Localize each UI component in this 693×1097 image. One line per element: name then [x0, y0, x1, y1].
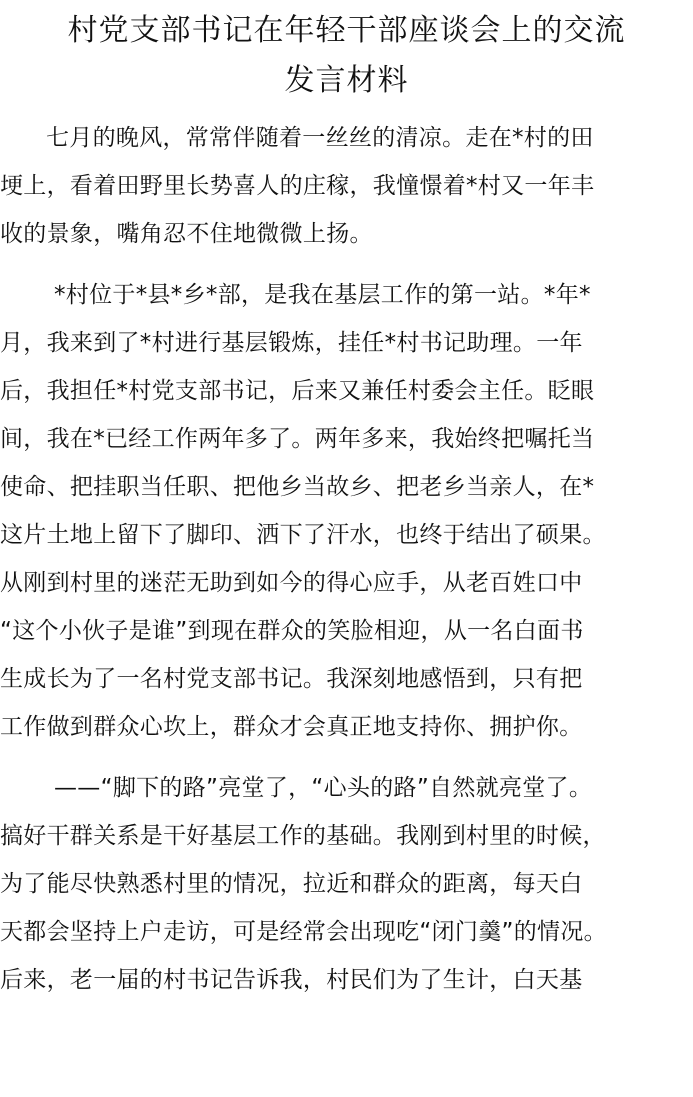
paragraph-line: 埂上，看着田野里长势喜人的庄稼，我憧憬着*村又一年丰 [0, 173, 595, 199]
paragraph-line: 月，我来到了*村进行基层锻炼，挂任*村书记助理。一年 [0, 330, 583, 356]
paragraph-line: 搞好干群关系是干好基层工作的基础。我刚到村里的时候， [0, 823, 606, 849]
paragraph-2 [0, 271, 693, 751]
document-title [0, 6, 693, 106]
paragraph-line: 后，我担任*村党支部书记，后来又兼任村委会主任。眨眼 [0, 378, 595, 404]
paragraph-3 [0, 764, 693, 1004]
paragraph-line: 这片土地上留下了脚印、洒下了汗水，也终于结出了硕果。 [0, 522, 606, 548]
paragraph-line: 七月的晚风，常常伴随着一丝丝的清凉。走在*村的田 [46, 125, 594, 151]
paragraph-line: 为了能尽快熟悉村里的情况，拉近和群众的距离，每天白 [0, 871, 583, 897]
title-line-1: 村党支部书记在年轻干部座谈会上的交流 [67, 13, 626, 48]
paragraph-line: “这个小伙子是谁”到现在群众的笑脸相迎，从一名白面书 [0, 618, 584, 644]
document-body [0, 114, 693, 1004]
paragraph-line: 使命、把挂职当任职、把他乡当故乡、把老乡当亲人，在* [0, 474, 595, 500]
title-line-2: 发言材料 [284, 63, 409, 98]
paragraph-line: 后来，老一届的村书记告诉我，村民们为了生计，白天基 [0, 967, 583, 993]
paragraph-1 [0, 114, 693, 258]
paragraph-line: 工作做到群众心坎上，群众才会真正地支持你、拥护你。 [0, 714, 583, 740]
paragraph-line: 间，我在*已经工作两年多了。两年多来，我始终把嘱托当 [0, 426, 595, 452]
paragraph-line: ——“脚下的路”亮堂了，“心头的路”自然就亮堂了。 [54, 775, 593, 801]
paragraph-line: 收的景象，嘴角忍不住地微微上扬。 [0, 221, 373, 247]
paragraph-line: *村位于*县*乡*部，是我在基层工作的第一站。*年* [54, 282, 591, 308]
paragraph-line: 生成长为了一名村党支部书记。我深刻地感悟到，只有把 [0, 666, 583, 692]
paragraph-line: 从刚到村里的迷茫无助到如今的得心应手，从老百姓口中 [0, 570, 583, 596]
paragraph-line: 天都会坚持上户走访，可是经常会出现吃“闭门羹”的情况。 [0, 919, 607, 945]
